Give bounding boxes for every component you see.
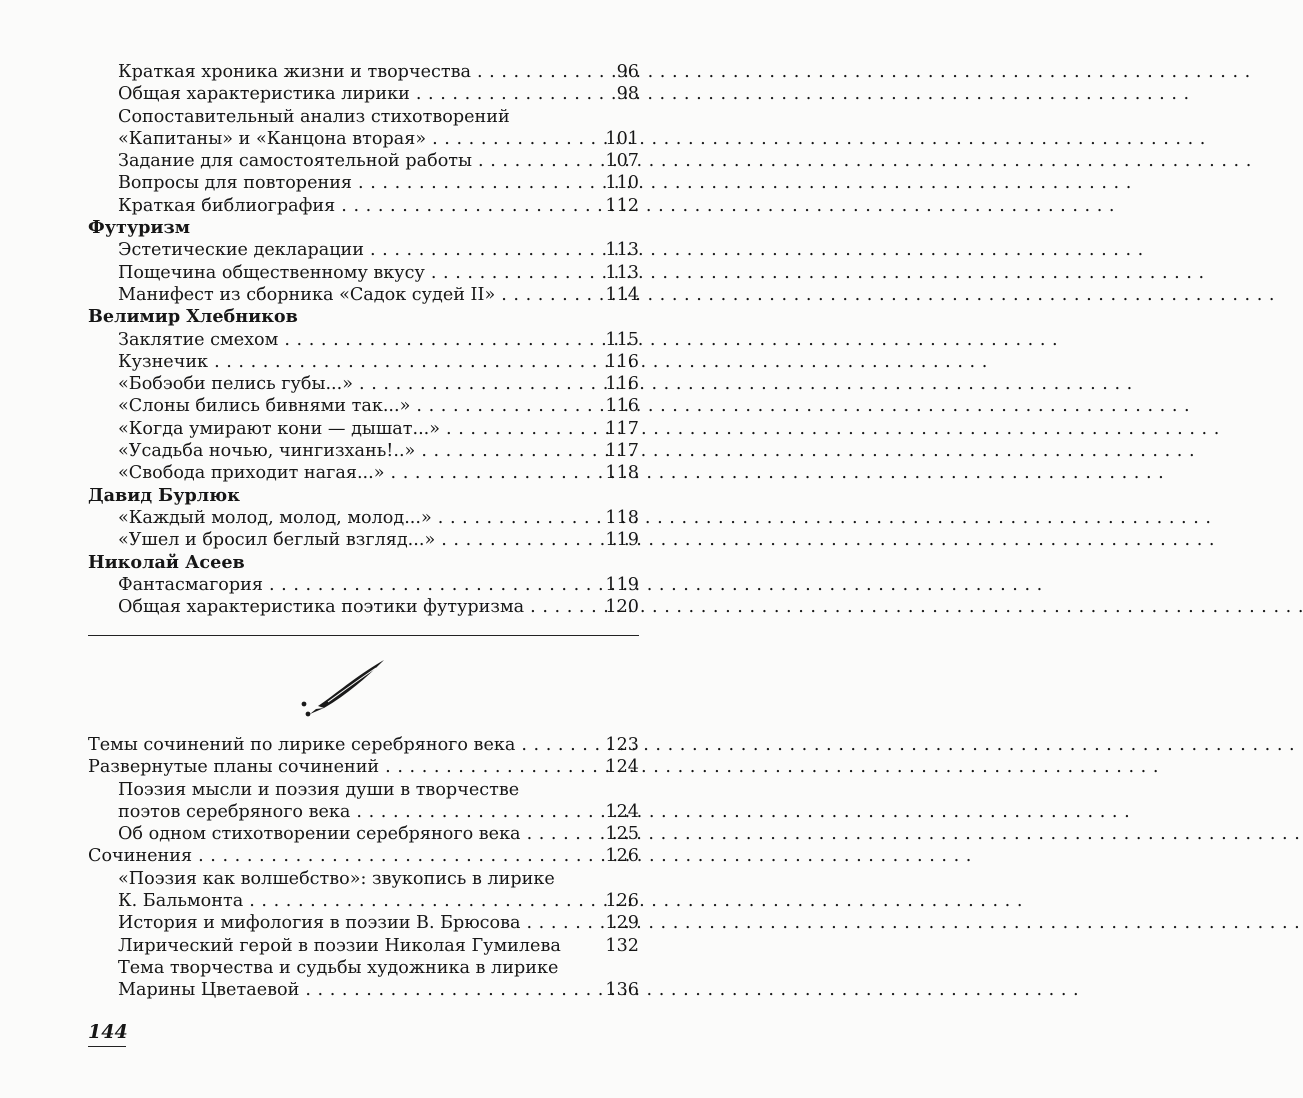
toc-page-number: 120 [605, 597, 639, 618]
toc-list-bottom [88, 734, 639, 1002]
toc-entry [88, 574, 639, 596]
toc-leader-dots [515, 734, 597, 756]
toc-entry-title: Общая характеристика поэтики футуризма [118, 597, 525, 618]
toc-leader-dots [425, 262, 598, 284]
toc-page-number: 124 [605, 801, 639, 822]
toc-section-heading [88, 306, 639, 328]
toc-leader-dots [520, 912, 597, 934]
toc-entry-title: К. Бальмонта [118, 891, 244, 912]
toc-entry [88, 262, 639, 284]
toc-entry-title: Велимир Хлебников [88, 306, 298, 328]
toc-entry [88, 150, 639, 172]
toc-leader-dots [353, 373, 597, 395]
toc-section-heading [88, 845, 639, 867]
toc-page-number: 125 [605, 824, 639, 845]
toc-section-heading [88, 552, 639, 574]
quill-pen-icon [298, 656, 388, 724]
toc-leader-dots [435, 529, 597, 551]
toc-page-number: 101 [605, 128, 639, 149]
toc-page-number: 113 [605, 262, 639, 283]
toc-entry-title: «Слоны бились бивнями так...» [118, 396, 411, 417]
toc-entry-title: Сочинения [88, 846, 193, 867]
toc-leader-dots [243, 890, 597, 912]
toc-entry-title: «Ушел и бросил беглый взгляд...» [118, 530, 436, 551]
toc-page-number: 123 [605, 735, 639, 755]
toc-leader-dots [352, 172, 597, 194]
toc-entry-title: Манифест из сборника «Садок судей II» [118, 284, 496, 305]
toc-leader-dots [263, 574, 597, 596]
toc-entry-title: Сопоставительный анализ стихотворений [118, 106, 510, 127]
page-number: 144 [88, 1020, 126, 1047]
toc-entry [88, 801, 639, 823]
toc-entry-title: «Усадьба ночью, чингизхань!..» [118, 441, 416, 462]
toc-section-heading [88, 756, 639, 778]
toc-leader-dots [410, 395, 597, 417]
toc-leader-dots [521, 823, 598, 845]
toc-entry [88, 779, 639, 801]
toc-section-heading [88, 734, 639, 756]
toc-page-number: 129 [605, 913, 639, 934]
toc-leader-dots [472, 150, 597, 172]
toc-entry [88, 529, 639, 551]
toc-page-number: 136 [605, 980, 639, 1001]
toc-entry [88, 329, 639, 351]
toc-entry-title: поэтов серебряного века [118, 801, 351, 822]
toc-entry-title: Эстетические декларации [118, 240, 364, 261]
toc-page-number: 113 [605, 240, 639, 261]
toc-entry-title: Лирический герой в поэзии Николая Гумилева [118, 935, 561, 956]
toc-entry-title: Об одном стихотворении серебряного века [118, 824, 521, 845]
toc-leader-dots [379, 756, 597, 778]
toc-entry-title: Фантасмагория [118, 574, 263, 595]
toc-leader-dots [385, 462, 598, 484]
toc-entry [88, 106, 639, 128]
toc-entry-title: «Каждый молод, молод, молод...» [118, 507, 432, 528]
toc-entry-title: Тема творчества и судьбы художника в лирике [118, 957, 559, 978]
toc-entry [88, 128, 639, 150]
toc-page-number: 98 [616, 84, 639, 105]
toc-leader-dots [364, 239, 597, 261]
toc-leader-dots [426, 128, 597, 150]
toc-page-number: 107 [605, 151, 639, 172]
toc-entry [88, 83, 639, 105]
toc-entry-title: «Бобэоби пелись губы...» [118, 374, 354, 395]
toc-section-heading [88, 217, 639, 239]
toc-entry-title: Футуризм [88, 217, 190, 239]
toc-page-number: 119 [605, 574, 639, 595]
toc-entry-title: Марины Цветаевой [118, 980, 300, 1001]
toc-leader-dots [415, 440, 597, 462]
toc-list-top [88, 61, 639, 618]
toc-entry [88, 890, 639, 912]
toc-leader-dots [278, 329, 597, 351]
toc-entry-title: Давид Бурлюк [88, 484, 240, 506]
toc-entry-title: История и мифология в поэзии В. Брюсова [118, 913, 521, 934]
toc-leader-dots [350, 801, 597, 823]
toc-leader-dots [440, 418, 597, 440]
toc-entry-title: Заклятие смехом [118, 329, 279, 350]
toc-entry [88, 195, 639, 217]
toc-entry [88, 596, 639, 618]
toc-entry-title: Задание для самостоятельной работы [118, 151, 473, 172]
toc-entry [88, 979, 639, 1001]
toc-entry-title: Темы сочинений по лирике серебряного века [88, 735, 516, 755]
toc-entry [88, 61, 639, 83]
toc-entry-title: Краткая библиография [118, 195, 336, 216]
toc-leader-dots [432, 507, 598, 529]
toc-entry [88, 935, 639, 957]
toc-page-number: 96 [616, 62, 639, 82]
toc-entry-title: Николай Асеев [88, 551, 245, 573]
toc-page-number: 126 [605, 846, 639, 867]
toc-entry [88, 462, 639, 484]
toc-page-number: 110 [605, 173, 639, 194]
toc-leader-dots [335, 195, 597, 217]
toc-entry [88, 373, 639, 395]
toc-entry [88, 957, 639, 979]
toc-entry-title: Поэзия мысли и поэзия души в творчестве [118, 779, 520, 800]
toc-page-number: 114 [605, 284, 639, 305]
toc-page-number: 124 [605, 757, 639, 778]
toc-leader-dots [410, 83, 601, 105]
toc-section-heading [88, 485, 639, 507]
toc-page-number: 116 [605, 396, 639, 417]
toc-entry-title: «Когда умирают кони — дышат...» [118, 418, 441, 439]
toc-page-number: 126 [605, 891, 639, 912]
toc-entry-title: Краткая хроника жизни и творчества [118, 62, 471, 82]
toc-entry-title: Кузнечик [118, 351, 209, 372]
toc-page-number: 118 [605, 463, 639, 484]
toc-page-number: 118 [605, 507, 639, 528]
toc-entry [88, 172, 639, 194]
toc-entry [88, 239, 639, 261]
toc-entry-title: Вопросы для повторения [118, 173, 353, 194]
toc-page-number: 116 [605, 351, 639, 372]
toc-entry [88, 284, 639, 306]
toc-entry-title: Общая характеристика лирики [118, 84, 410, 105]
toc-entry [88, 912, 639, 934]
toc-leader-dots [471, 61, 601, 83]
toc-entry [88, 351, 639, 373]
toc-entry [88, 868, 639, 890]
section-divider [88, 635, 639, 636]
toc-page-number: 117 [605, 441, 639, 462]
toc-page-number: 132 [605, 935, 639, 956]
toc-entry [88, 395, 639, 417]
toc-page-number: 116 [605, 374, 639, 395]
toc-entry [88, 418, 639, 440]
toc-page-number: 117 [605, 418, 639, 439]
toc-leader-dots [192, 845, 597, 867]
toc-entry-title: «Поэзия как волшебство»: звукопись в лирике [118, 868, 555, 889]
toc-entry-title: «Свобода приходит нагая...» [118, 463, 385, 484]
toc-page-number: 119 [605, 530, 639, 551]
toc-leader-dots [495, 284, 597, 306]
toc-entry [88, 440, 639, 462]
toc-entry-title: Развернутые планы сочинений [88, 757, 380, 778]
toc-entry-title: Пощечина общественному вкусу [118, 262, 425, 283]
toc-leader-dots [208, 351, 597, 373]
toc-leader-dots [299, 979, 597, 1001]
toc-entry [88, 823, 639, 845]
toc-page-number: 115 [605, 329, 639, 350]
toc-leader-dots [524, 596, 597, 618]
toc-entry [88, 507, 639, 529]
toc-entry-title: «Капитаны» и «Канцона вторая» [118, 128, 427, 149]
toc-page-number: 112 [605, 195, 639, 216]
